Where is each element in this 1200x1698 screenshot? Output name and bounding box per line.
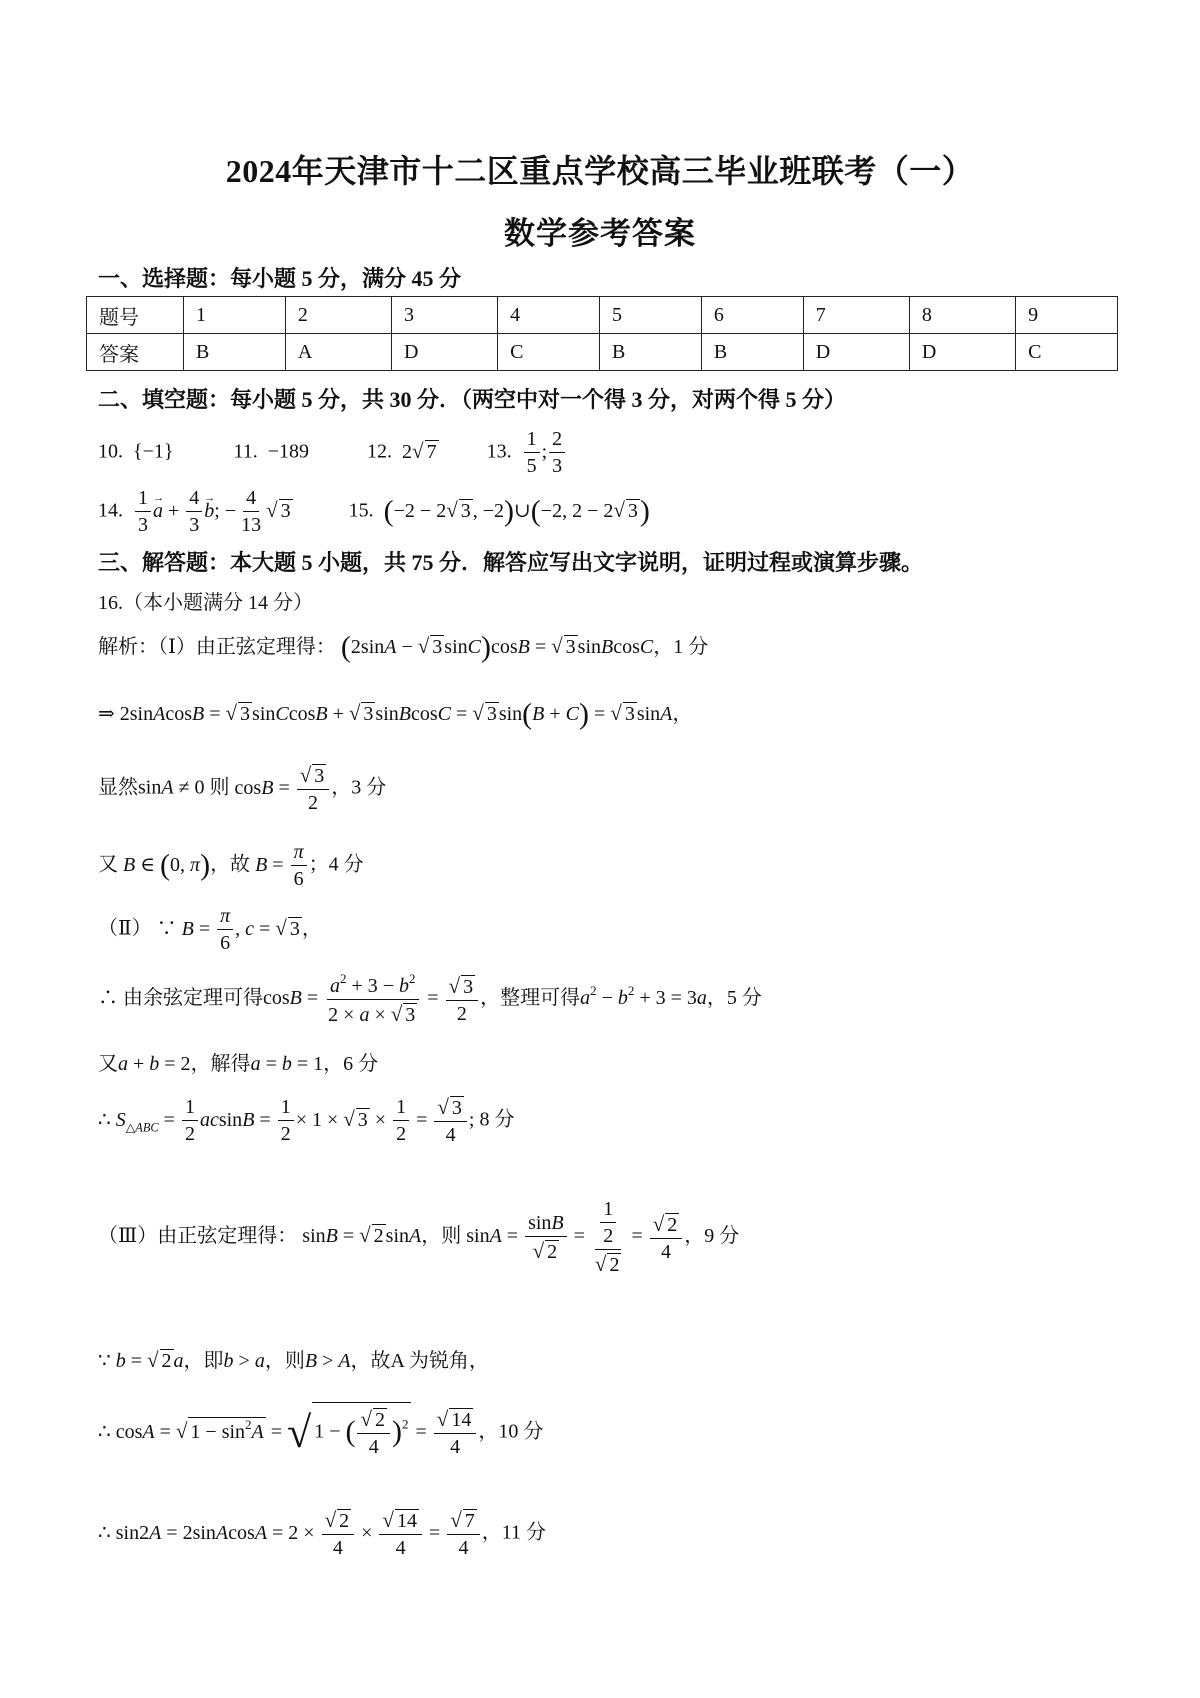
math-expression: b > a <box>223 1350 265 1372</box>
q14-label: 14. <box>98 499 123 522</box>
math-expression: a + b = 2 <box>118 1053 191 1075</box>
q12-label: 12. <box>367 440 393 463</box>
solution-line-2 <box>98 697 692 732</box>
answer-cell: C <box>498 334 600 371</box>
math-expression: cosB = $\frac{√ 3}{2}$ <box>235 777 332 799</box>
math-expression: cosB = $\frac{a^2 + 3 - b^2}{2 \times a \times √ 3}$ = $\frac{√ 3}{2}$ <box>263 987 480 1009</box>
math-expression: ∵ B = $\frac{\pi}{6}$ , c = √ 3 ， <box>156 905 322 954</box>
solution-line-12 <box>98 1508 546 1560</box>
solution-text: 又 <box>98 1053 118 1075</box>
q13-label: 13. <box>486 440 512 463</box>
answer-cell: B <box>701 334 803 371</box>
choice-answer-table <box>86 296 1118 371</box>
math-expression: B ∈ (0, π) <box>123 848 211 882</box>
q10-label: 10. <box>98 440 123 463</box>
solution-text: ，故 <box>210 853 251 876</box>
section1-heading: 一、选择题：每小题 5 分，满分 45 分 <box>98 266 462 291</box>
math-expression: sinA ≠ 0 <box>138 776 205 799</box>
answer-cell: C <box>1016 334 1118 371</box>
q16-header: 16.（本小题满分 14 分） <box>98 592 313 614</box>
solution-text: 由余弦定理可得 <box>123 987 263 1010</box>
solution-text: 又 <box>98 853 118 876</box>
score-note: 8 分 <box>479 1108 515 1131</box>
solution-line-6 <box>98 972 762 1027</box>
math-expression: B = $\frac{\pi}{6}$ <box>255 854 309 876</box>
math-symbol: ∴ <box>98 987 118 1010</box>
score-note: ，11 分 <box>481 1521 547 1544</box>
math-expression: ∴ sin2A = 2sinAcosA = 2 × $\frac{√ 2}{4}$ × $\frac{√ 14}{4}$ = $\frac{√ 7}{4}$ <box>98 1522 482 1544</box>
section2-heading: 二、填空题：每小题 5 分，共 30 分．（两空中对一个得 3 分，对两个得 5 分） <box>98 387 847 412</box>
score-note: ，1 分 <box>653 636 709 658</box>
q11-answer: −189 <box>267 440 310 463</box>
math-expression: ⇒ 2sinAcosB = √ 3 sinCcosB + √ 3 sinBcosC = √ 3 sin(B + C) = √ 3 sinA， <box>98 697 693 731</box>
answer-cell: D <box>392 334 498 371</box>
section3-heading: 三、解答题：本大题 5 小题，共 75 分．解答应写出文字说明，证明过程或演算步骤。 <box>98 550 924 575</box>
math-expression: (2sinA − √ 3 sinC)cosB = √ 3 sinBcosC <box>340 630 654 664</box>
answer-cell: D <box>803 334 909 371</box>
answer-cell: A <box>285 334 391 371</box>
q10-answer: {−1} <box>133 440 174 463</box>
row-label-number: 题号 <box>87 297 184 334</box>
score-note: ，10 分 <box>478 1420 544 1443</box>
solution-text: 则 <box>209 776 230 799</box>
solution-text: （Ⅲ）由正弦定理得： <box>98 1225 298 1248</box>
answer-cell: D <box>909 334 1015 371</box>
math-expression: ∴ $S_{\triangle ABC}$ = $\frac{1}{2}$ acsinB = $\frac{1}{2}$ × 1 × √ 3 × $\frac{1}{2}$ = $\frac{√ 3}{4}$ ; <box>98 1095 475 1146</box>
solution-line-7 <box>98 1047 378 1076</box>
fill-answers-row2 <box>98 487 650 537</box>
solution-text: ，则 <box>421 1225 462 1248</box>
solution-line-8 <box>98 1095 514 1147</box>
solution-line-5 <box>98 905 322 955</box>
question-number: 9 <box>1016 297 1118 334</box>
solution-text: 显然 <box>98 776 138 799</box>
page-subtitle: 数学参考答案 <box>504 216 696 251</box>
math-expression: B > A <box>304 1350 351 1372</box>
math-expression: sinB = √ 2 sinA <box>302 1223 422 1248</box>
solution-line-11 <box>98 1402 543 1459</box>
row-label-answer: 答案 <box>87 334 184 371</box>
score-note: ，3 分 <box>331 776 387 799</box>
solution-text: 解析：（Ⅰ）由正弦定理得： <box>98 636 336 658</box>
question-number: 1 <box>184 297 286 334</box>
solution-line-1 <box>98 630 708 665</box>
q15-label: 15. <box>348 499 374 522</box>
score-note: ，6 分 <box>323 1053 379 1075</box>
q13-answer: $\frac{1}{5}$ ; $\frac{2}{3}$ <box>522 441 568 463</box>
score-note: ；4 分 <box>308 853 364 876</box>
math-expression: ∴ cosA = √ $1 - \sin^2A$ = √ 1 − ( $\frac{√ 2}{4}$ )$^2$ = $\frac{√ 14}{4}$ <box>98 1421 478 1443</box>
solution-line-10 <box>98 1344 489 1373</box>
page-title: 2024年天津市十二区重点学校高三毕业班联考（一） <box>225 153 975 189</box>
question-number: 3 <box>392 297 498 334</box>
solution-text: ，故A 为锐角， <box>350 1350 489 1372</box>
question-number: 8 <box>909 297 1015 334</box>
solution-line-4 <box>98 841 364 891</box>
math-expression: $a^2 - b^2 + 3 = 3a$ <box>580 983 707 1010</box>
solution-line-3 <box>98 763 386 815</box>
table-row <box>87 334 1118 371</box>
question-number: 4 <box>498 297 600 334</box>
math-expression: a = b = 1 <box>250 1053 324 1075</box>
answer-cell: B <box>184 334 286 371</box>
solution-text: ，整理可得 <box>480 987 581 1010</box>
q15-answer: (−2 − 2√ 3 , −2)∪(−2, 2 − 2√ 3) <box>383 494 650 528</box>
table-row <box>87 297 1118 334</box>
math-expression: sinA = $\frac{\sin B}{√ 2}$ = $\frac{\frac{1}{2}}{√ 2}$ = $\frac{√ 2}{4}$ <box>466 1225 684 1247</box>
solution-text: （Ⅱ） <box>98 917 152 940</box>
solution-text: ，则 <box>264 1350 305 1372</box>
question-number: 7 <box>803 297 909 334</box>
solution-text: ，即 <box>183 1350 224 1372</box>
solution-text: ，解得 <box>190 1053 251 1075</box>
question-number: 2 <box>285 297 391 334</box>
math-expression: ∵ b = √ 2 a <box>98 1348 184 1372</box>
answer-cell: B <box>600 334 702 371</box>
q12-answer: 2√ 7 <box>402 438 437 463</box>
q11-label: 11. <box>233 440 258 463</box>
score-note: ，5 分 <box>706 987 762 1010</box>
question-number: 6 <box>701 297 803 334</box>
q14-answer: $\frac{1}{3}$ → a + $\frac{4}{3}$ → b; − $\frac{4}{13}$ √ 3 <box>133 500 293 522</box>
fill-answers-row1 <box>98 428 567 478</box>
solution-line-9 <box>98 1198 739 1277</box>
question-number: 5 <box>600 297 702 334</box>
score-note: ，9 分 <box>684 1225 740 1248</box>
